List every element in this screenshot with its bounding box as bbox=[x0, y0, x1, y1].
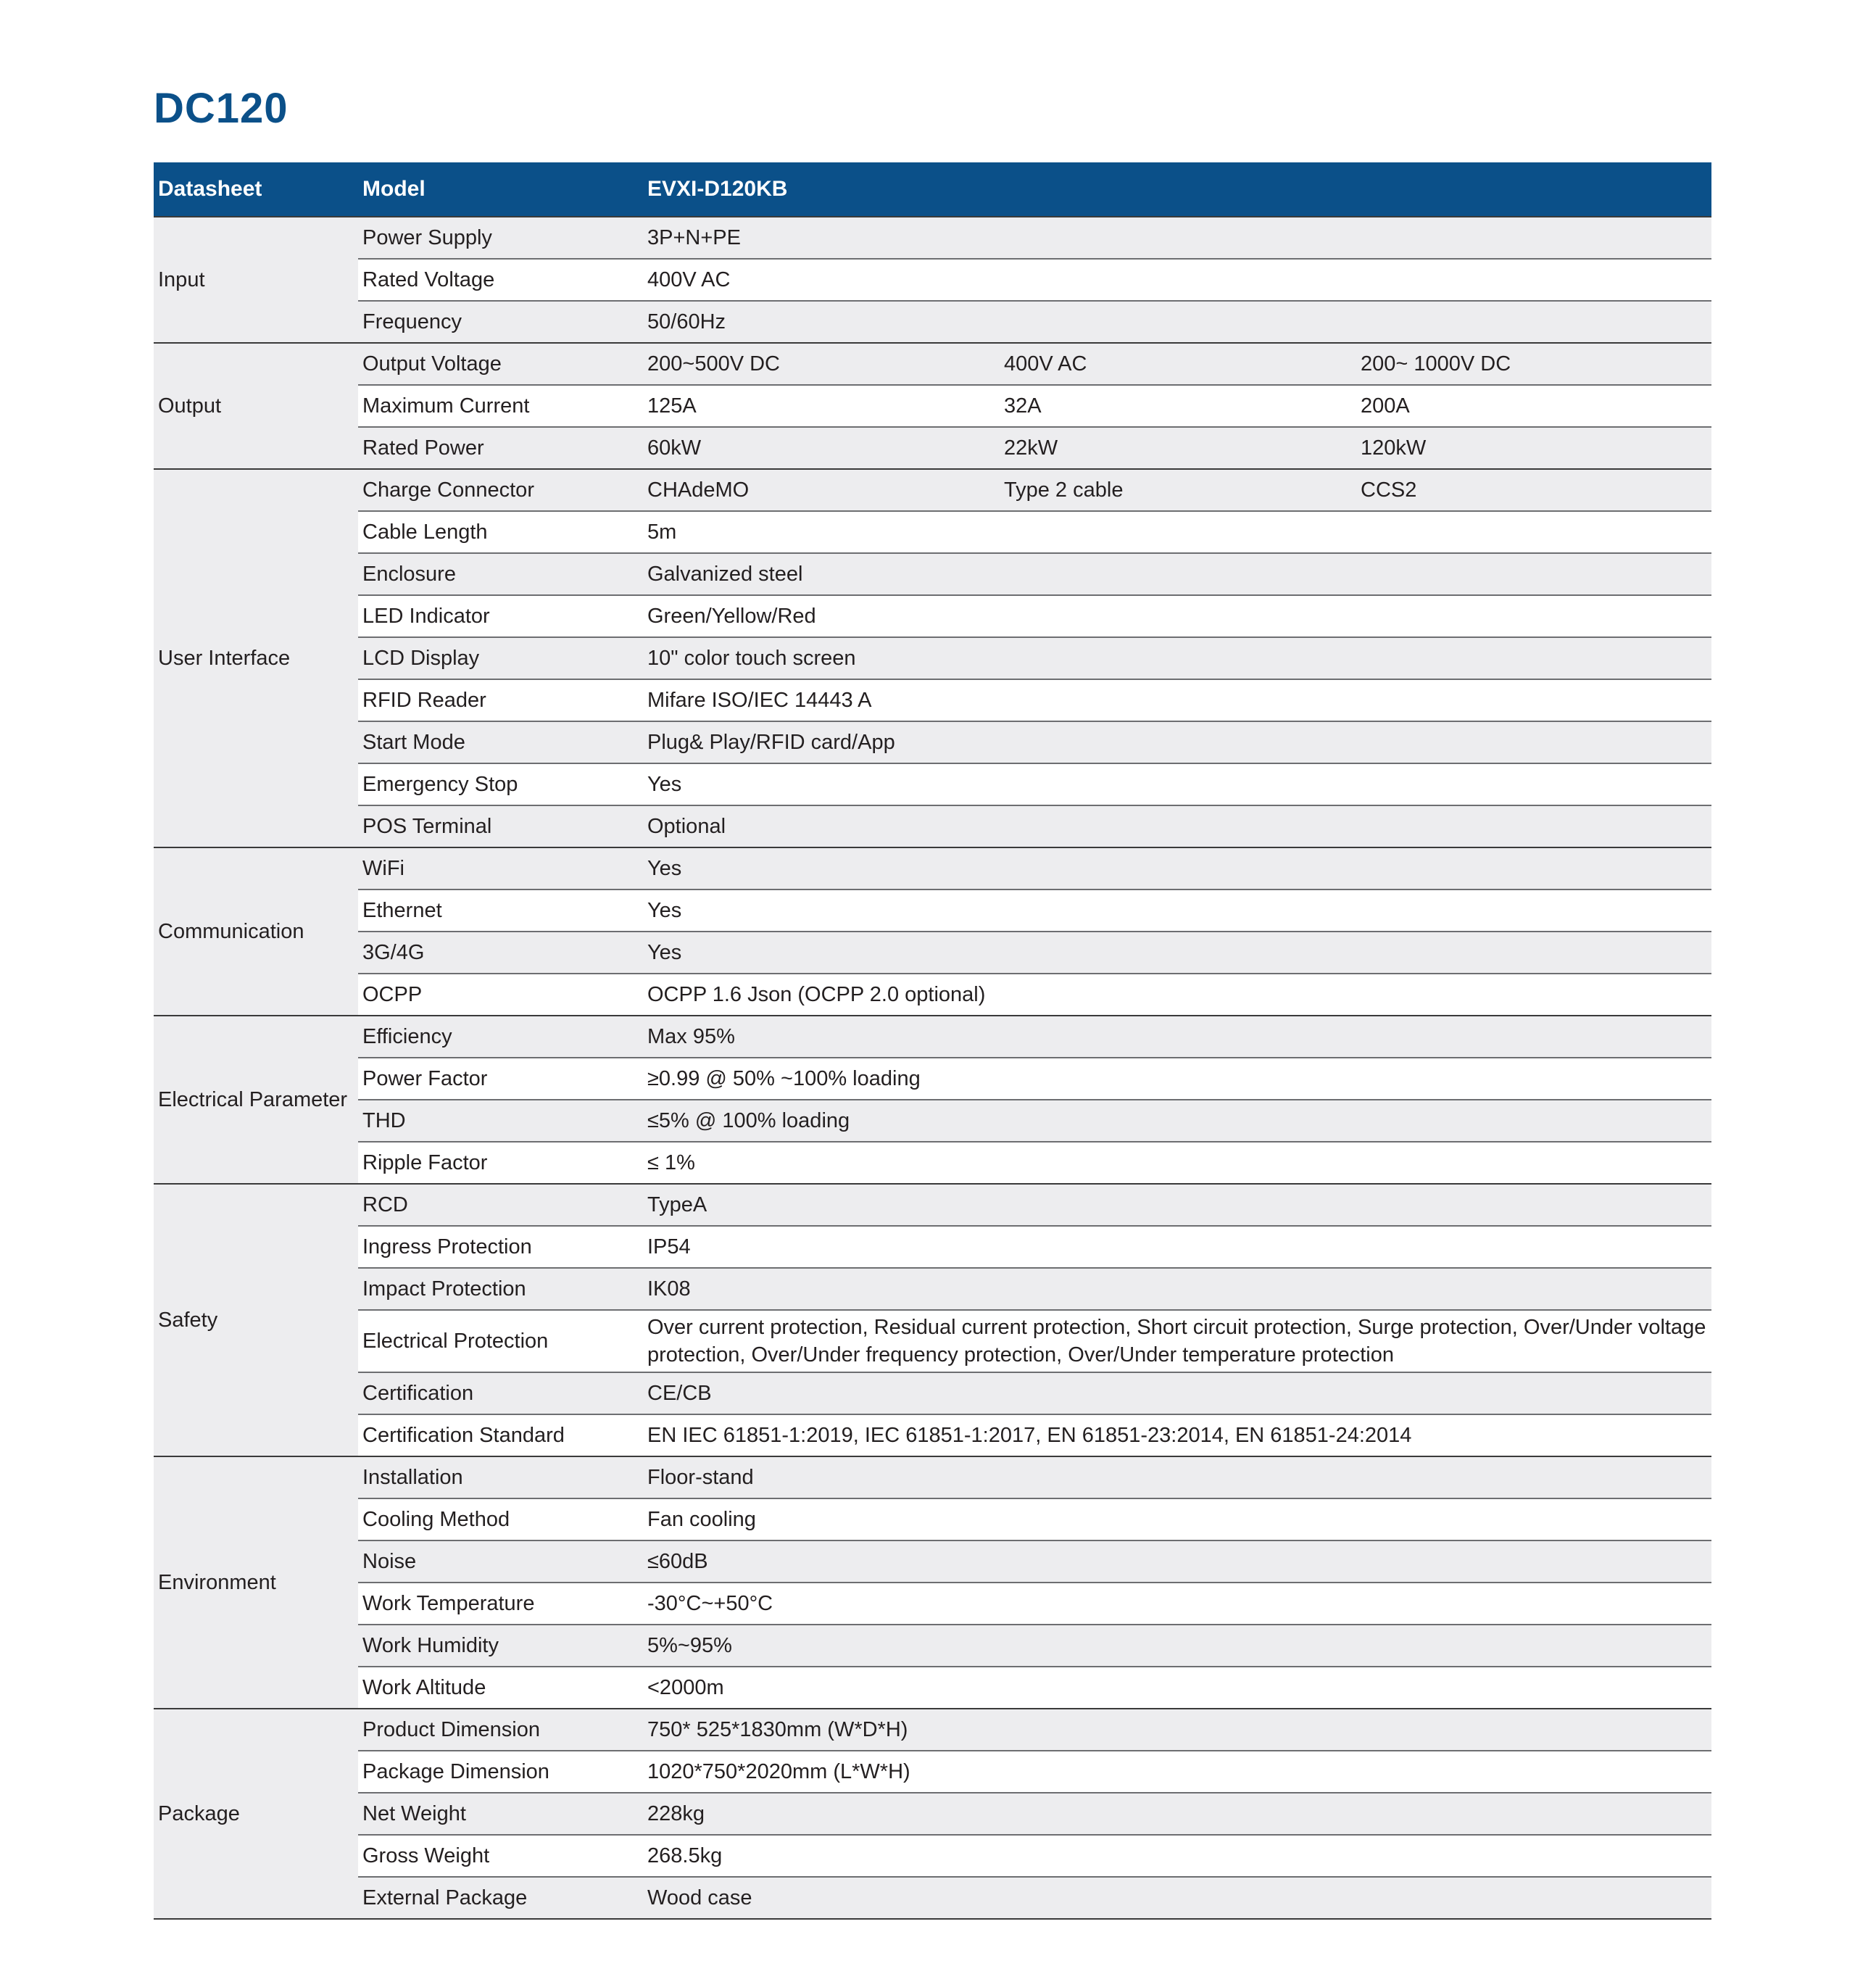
table-row bbox=[154, 553, 1711, 595]
parameter-label: Net Weight bbox=[358, 1793, 643, 1835]
table-row bbox=[154, 1583, 1711, 1625]
table-row bbox=[154, 511, 1711, 553]
parameter-value: 120kW bbox=[1356, 427, 1711, 469]
table-row bbox=[154, 1540, 1711, 1583]
parameter-label: Installation bbox=[358, 1456, 643, 1498]
parameter-value: 400V AC bbox=[643, 259, 1711, 301]
parameter-value: -30°C~+50°C bbox=[643, 1583, 1711, 1625]
table-row bbox=[154, 469, 1711, 511]
table-row bbox=[154, 1226, 1711, 1268]
table-row bbox=[154, 974, 1711, 1016]
parameter-value: 5m bbox=[643, 511, 1711, 553]
table-row bbox=[154, 932, 1711, 974]
table-row bbox=[154, 1268, 1711, 1310]
parameter-label: Maximum Current bbox=[358, 385, 643, 427]
table-body bbox=[154, 217, 1711, 1918]
header-model-number: EVXI-D120KB bbox=[643, 162, 1711, 217]
parameter-label: RFID Reader bbox=[358, 679, 643, 721]
parameter-label: Noise bbox=[358, 1540, 643, 1583]
parameter-value: Wood case bbox=[643, 1877, 1711, 1918]
table-row bbox=[154, 1498, 1711, 1540]
table-row bbox=[154, 1058, 1711, 1100]
header-datasheet: Datasheet bbox=[154, 162, 358, 217]
parameter-label: Power Factor bbox=[358, 1058, 643, 1100]
parameter-label: Work Humidity bbox=[358, 1625, 643, 1667]
table-row bbox=[154, 385, 1711, 427]
table-row bbox=[154, 1310, 1711, 1372]
table-row bbox=[154, 1835, 1711, 1877]
parameter-label: Rated Power bbox=[358, 427, 643, 469]
parameter-value: 1020*750*2020mm (L*W*H) bbox=[643, 1751, 1711, 1793]
parameter-label: POS Terminal bbox=[358, 805, 643, 847]
table-row bbox=[154, 1751, 1711, 1793]
parameter-label: Certification Standard bbox=[358, 1414, 643, 1456]
parameter-label: WiFi bbox=[358, 847, 643, 889]
parameter-value: 60kW bbox=[643, 427, 1000, 469]
parameter-label: Ethernet bbox=[358, 889, 643, 932]
parameter-value: Yes bbox=[643, 932, 1711, 974]
parameter-value: Over current protection, Residual current protection, Short circuit protection, Surge protection, Over/Under voltage protection, Over/Under frequency protection, Over/Under temperature protection bbox=[643, 1310, 1711, 1372]
table-row bbox=[154, 1142, 1711, 1184]
table-row bbox=[154, 1016, 1711, 1058]
parameter-value: 10" color touch screen bbox=[643, 637, 1711, 679]
parameter-value: Max 95% bbox=[643, 1016, 1711, 1058]
parameter-value: 750* 525*1830mm (W*D*H) bbox=[643, 1709, 1711, 1751]
parameter-label: Package Dimension bbox=[358, 1751, 643, 1793]
parameter-label: Efficiency bbox=[358, 1016, 643, 1058]
parameter-label: External Package bbox=[358, 1877, 643, 1918]
table-row bbox=[154, 343, 1711, 385]
parameter-value: CE/CB bbox=[643, 1372, 1711, 1414]
parameter-label: Gross Weight bbox=[358, 1835, 643, 1877]
parameter-label: Work Temperature bbox=[358, 1583, 643, 1625]
table-row bbox=[154, 637, 1711, 679]
table-row bbox=[154, 721, 1711, 763]
parameter-value: ≥0.99 @ 50% ~100% loading bbox=[643, 1058, 1711, 1100]
parameter-value: 32A bbox=[1000, 385, 1356, 427]
parameter-label: Electrical Protection bbox=[358, 1310, 643, 1372]
parameter-label: Cooling Method bbox=[358, 1498, 643, 1540]
header-model: Model bbox=[358, 162, 643, 217]
table-row bbox=[154, 1709, 1711, 1751]
parameter-value: <2000m bbox=[643, 1667, 1711, 1709]
parameter-value: Plug& Play/RFID card/App bbox=[643, 721, 1711, 763]
parameter-label: THD bbox=[358, 1100, 643, 1142]
parameter-label: Ingress Protection bbox=[358, 1226, 643, 1268]
parameter-label: Start Mode bbox=[358, 721, 643, 763]
parameter-value: Fan cooling bbox=[643, 1498, 1711, 1540]
parameter-value: 228kg bbox=[643, 1793, 1711, 1835]
table-row bbox=[154, 217, 1711, 259]
parameter-value: Yes bbox=[643, 763, 1711, 805]
parameter-value: ≤5% @ 100% loading bbox=[643, 1100, 1711, 1142]
category-cell: Safety bbox=[154, 1184, 358, 1456]
parameter-value: Mifare ISO/IEC 14443 A bbox=[643, 679, 1711, 721]
parameter-value: EN IEC 61851-1:2019, IEC 61851-1:2017, EN 61851-23:2014, EN 61851-24:2014 bbox=[643, 1414, 1711, 1456]
table-row bbox=[154, 1456, 1711, 1498]
parameter-value: TypeA bbox=[643, 1184, 1711, 1226]
table-row bbox=[154, 1184, 1711, 1226]
parameter-label: 3G/4G bbox=[358, 932, 643, 974]
category-cell: Output bbox=[154, 343, 358, 469]
parameter-label: Cable Length bbox=[358, 511, 643, 553]
category-cell: Communication bbox=[154, 847, 358, 1016]
category-cell: Package bbox=[154, 1709, 358, 1918]
parameter-value: ≤60dB bbox=[643, 1540, 1711, 1583]
parameter-value: ≤ 1% bbox=[643, 1142, 1711, 1184]
table-row bbox=[154, 679, 1711, 721]
parameter-label: Work Altitude bbox=[358, 1667, 643, 1709]
parameter-value: IK08 bbox=[643, 1268, 1711, 1310]
parameter-value: Yes bbox=[643, 889, 1711, 932]
table-row bbox=[154, 1372, 1711, 1414]
parameter-value: 50/60Hz bbox=[643, 301, 1711, 343]
table-row bbox=[154, 763, 1711, 805]
parameter-value: Galvanized steel bbox=[643, 553, 1711, 595]
parameter-value: IP54 bbox=[643, 1226, 1711, 1268]
parameter-value: 3P+N+PE bbox=[643, 217, 1711, 259]
parameter-label: Emergency Stop bbox=[358, 763, 643, 805]
parameter-label: Rated Voltage bbox=[358, 259, 643, 301]
table-row bbox=[154, 1667, 1711, 1709]
table-row bbox=[154, 1625, 1711, 1667]
table-row bbox=[154, 805, 1711, 847]
parameter-label: Charge Connector bbox=[358, 469, 643, 511]
parameter-value: Type 2 cable bbox=[1000, 469, 1356, 511]
parameter-label: Output Voltage bbox=[358, 343, 643, 385]
parameter-value: 200A bbox=[1356, 385, 1711, 427]
table-row bbox=[154, 889, 1711, 932]
parameter-label: Certification bbox=[358, 1372, 643, 1414]
table-row bbox=[154, 1414, 1711, 1456]
parameter-value: Optional bbox=[643, 805, 1711, 847]
parameter-label: RCD bbox=[358, 1184, 643, 1226]
parameter-label: OCPP bbox=[358, 974, 643, 1016]
parameter-value: 200~ 1000V DC bbox=[1356, 343, 1711, 385]
parameter-value: OCPP 1.6 Json (OCPP 2.0 optional) bbox=[643, 974, 1711, 1016]
parameter-label: LED Indicator bbox=[358, 595, 643, 637]
table-row bbox=[154, 301, 1711, 343]
table-row bbox=[154, 259, 1711, 301]
parameter-value: 268.5kg bbox=[643, 1835, 1711, 1877]
category-cell: Environment bbox=[154, 1456, 358, 1709]
parameter-label: Power Supply bbox=[358, 217, 643, 259]
parameter-value: 5%~95% bbox=[643, 1625, 1711, 1667]
parameter-value: 400V AC bbox=[1000, 343, 1356, 385]
parameter-label: Enclosure bbox=[358, 553, 643, 595]
parameter-value: Green/Yellow/Red bbox=[643, 595, 1711, 637]
parameter-label: Product Dimension bbox=[358, 1709, 643, 1751]
parameter-label: Ripple Factor bbox=[358, 1142, 643, 1184]
table-row bbox=[154, 595, 1711, 637]
parameter-value: Floor-stand bbox=[643, 1456, 1711, 1498]
parameter-label: Frequency bbox=[358, 301, 643, 343]
datasheet-table bbox=[154, 162, 1711, 1918]
parameter-label: LCD Display bbox=[358, 637, 643, 679]
parameter-value: 22kW bbox=[1000, 427, 1356, 469]
parameter-value: 125A bbox=[643, 385, 1000, 427]
table-row bbox=[154, 1877, 1711, 1918]
table-bottom-rule bbox=[154, 1918, 1711, 1920]
parameter-value: CCS2 bbox=[1356, 469, 1711, 511]
category-cell: Input bbox=[154, 217, 358, 343]
category-cell: User Interface bbox=[154, 469, 358, 847]
table-row bbox=[154, 847, 1711, 889]
category-cell: Electrical Parameter bbox=[154, 1016, 358, 1184]
table-header-row bbox=[154, 162, 1711, 217]
table-row bbox=[154, 1793, 1711, 1835]
parameter-label: Impact Protection bbox=[358, 1268, 643, 1310]
parameter-value: Yes bbox=[643, 847, 1711, 889]
parameter-value: 200~500V DC bbox=[643, 343, 1000, 385]
table-row bbox=[154, 427, 1711, 469]
table-row bbox=[154, 1100, 1711, 1142]
page-title: DC120 bbox=[154, 85, 289, 132]
parameter-value: CHAdeMO bbox=[643, 469, 1000, 511]
